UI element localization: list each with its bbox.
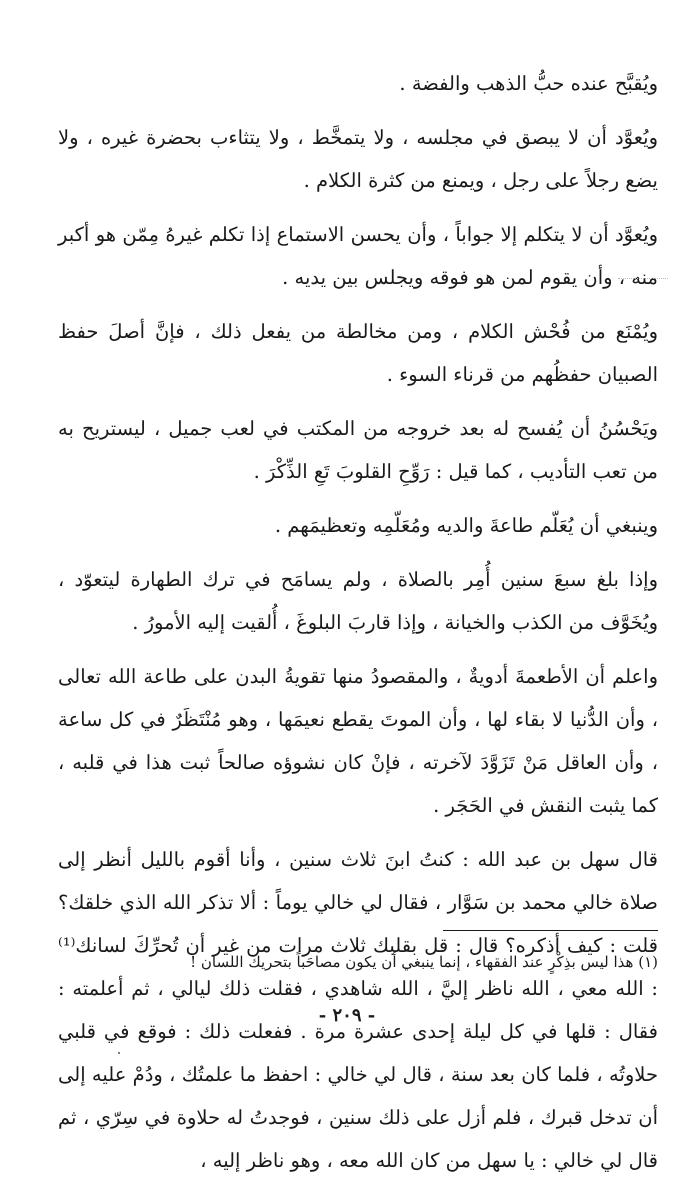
paragraph-8: واعلم أن الأطعمةَ أدويةٌ ، والمقصودُ منها تقويةُ البدن على طاعة الله تعالى ، وأن الدُّنيا لا بقاء لها ، وأن الموتَ يقطع نعيمَها ، وهو مُنْتَظَرٌ في كل ساعة ، وأن العاقل مَنْ تَزَوَّدَ لآخرته ، فإنْ كان نشوؤه صالحاً ثبت هذا في قلبه ، كما يثبت النقش في الحَجَر . (58, 665, 658, 817)
scan-speck (118, 1052, 120, 1054)
paragraph-2: ويُعوَّد أن لا يبصق في مجلسه ، ولا يتمخَّط ، ولا يتثاءب بحضرة غيره ، ولا يضع رجلاً على رجل ، ويمنع من كثرة الكلام . (58, 126, 658, 192)
scan-mark (618, 278, 668, 279)
paragraph-7: وإذا بلغ سبعَ سنين أُمِر بالصلاة ، ولم يسامَح في ترك الطهارة ليتعوّد ، ويُخَوَّف من الكذب والخيانة ، وإذا قاربَ البلوغَ ، أُلقيت إليه الأمورُ . (58, 568, 658, 634)
paragraph-4: ويُمْنَع من فُحْش الكلام ، ومن مخالطة من يفعل ذلك ، فإنَّ أصلَ حفظ الصبيان حفظُهم من قرناء السوء . (58, 320, 658, 386)
paragraph-5: ويَحْسُنُ أن يُفسح له بعد خروجه من المكتب في لعب جميل ، ليستريح به من تعب التأديب ، كما قيل : رَوِّحِ القلوبَ تَعِ الذِّكْرَ . (58, 417, 658, 483)
page-number: - ٢٠٩ - (318, 1005, 376, 1026)
footnote: (١) هذا ليس بذِكْرٍ عند الفقهاء ، إنما ينبغي أن يكون مصاحَباً بتحريك اللسان ! (190, 953, 658, 971)
footnote-divider (443, 930, 658, 931)
paragraph-6: وينبغي أن يُعَلّم طاعةَ والديه ومُعَلّمِه وتعظيمَهم . (274, 514, 658, 537)
paragraph-3: ويُعوَّد أن لا يتكلم إلا جواباً ، وأن يحسن الاستماع إذا تكلم غيرهُ مِمّن هو أكبر منه ، وأن يقوم لمن هو فوقه ويجلس بين يديه . (58, 223, 658, 289)
paragraph-9: قال سهل بن عبد الله : كنتُ ابنَ ثلاث سنين ، وأنا أقوم بالليل أنظر إلى صلاة خالي محمد بن سَوَّار ، فقال لي خالي يوماً : ألا تذكر الله الذي خلقك؟ قلت : كيف أذكره؟ قال : قل بقلبك ثلاث مرات من غير أن تُحرِّكَ لسانك⁽¹⁾ : الله معي ، الله ناظر إليَّ ، الله شاهدي ، فقلت ذلك ليالي ، ثم أعلمته : فقال : قلها في كل ليلة إحدى عشرة مرة . ففعلت ذلك : فوقع في قلبي حلاوتُه ، فلما كان بعد سنة ، قال لي خالي : احفظ ما علمتُك ، ودُمْ عليه إلى أن تدخل قبرك ، فلم أزل على ذلك سنين ، فوجدتُ له حلاوة في سِرّي ، ثم قال لي خالي : يا سهل من كان الله معه ، وهو ناظر إليه ، (58, 848, 658, 1172)
paragraph-1: ويُقبَّح عنده حبُّ الذهب والفضة . (399, 72, 658, 95)
